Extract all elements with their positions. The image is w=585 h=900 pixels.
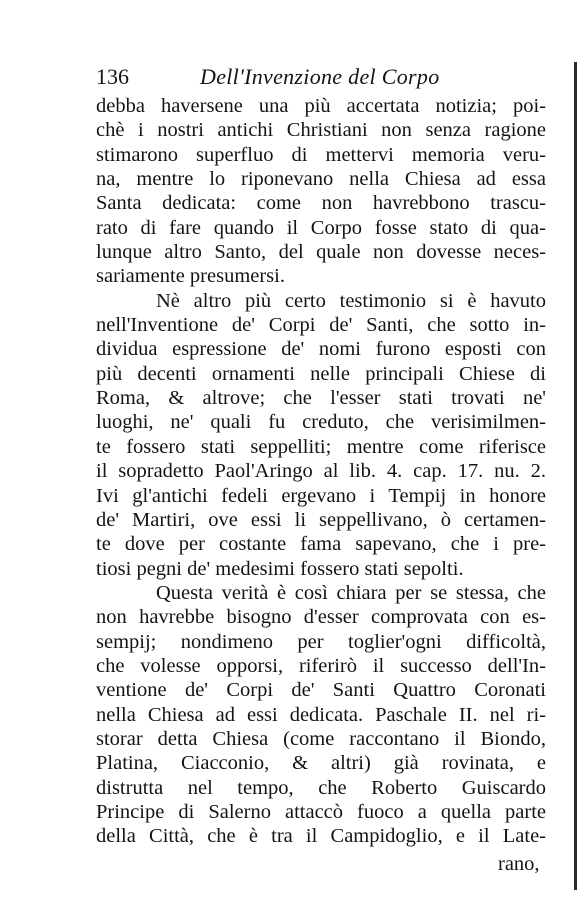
text-line: storar detta Chiesa (come raccontano il Biondo, xyxy=(96,727,546,750)
text-line: stimarono superfluo di mettervi memoria veru- xyxy=(96,143,546,166)
paragraph-1 xyxy=(96,94,546,289)
catchword: rano, xyxy=(498,853,540,875)
text-line: ventione de' Corpi de' Santi Quattro Coronati xyxy=(96,679,546,702)
text-line: luoghi, ne' quali fu creduto, che verisimilmen- xyxy=(96,411,546,434)
text-line: Questa verità è così chiara per se stessa, che xyxy=(156,581,546,604)
text-line: rato di fare quando il Corpo fosse stato di qua- xyxy=(96,216,546,239)
text-line: tiosi pegni de' medesimi fossero stati sepolti. xyxy=(96,557,464,580)
text-line: lunque altro Santo, del quale non dovesse neces- xyxy=(96,241,546,264)
text-line: de' Martiri, ove essi li seppellivano, ò certamen- xyxy=(96,508,546,531)
text-line: debba haversene una più accertata notizia; poi- xyxy=(96,95,546,117)
text-line: Ivi gl'antichi fedeli ergevano i Tempij in honore xyxy=(96,484,546,507)
text-line: distrutta nel tempo, che Roberto Guiscardo xyxy=(96,776,546,799)
body-text xyxy=(96,94,546,849)
text-line: il sopradetto Paol'Aringo al lib. 4. cap. 17. nu. 2. xyxy=(96,460,546,483)
page-number: 136 xyxy=(96,64,129,89)
text-line: sempij; nondimeno per toglier'ogni difficoltà, xyxy=(96,630,546,653)
text-line: Roma, & altrove; che l'esser stati trovati ne' xyxy=(96,387,546,410)
text-line: Santa dedicata: come non havrebbono trascu- xyxy=(96,192,546,215)
text-line: Principe di Salerno attaccò fuoco a quella parte xyxy=(96,800,546,823)
text-line: na, mentre lo riponevano nella Chiesa ad essa xyxy=(96,168,546,191)
text-line: più decenti ornamenti nelle principali Chiese di xyxy=(96,362,546,385)
running-head xyxy=(96,62,556,92)
text-line: dividua espressione de' nomi furono esposti con xyxy=(96,338,546,361)
text-line: che volesse opporsi, riferirò il successo dell'In- xyxy=(96,654,546,677)
text-line: te dove per costante fama sapevano, che i pre- xyxy=(96,533,546,556)
text-line: te fossero stati seppelliti; mentre come riferisce xyxy=(96,435,546,458)
text-line: della Città, che è tra il Campidoglio, e il Late- xyxy=(96,825,546,848)
text-line: nella Chiesa ad essi dedicata. Paschale II. nel ri- xyxy=(96,703,546,726)
text-line: sariamente presumersi. xyxy=(96,265,285,288)
paragraph-2 xyxy=(96,289,546,581)
running-title: Dell'Invenzione del Corpo xyxy=(200,64,440,89)
paragraph-3 xyxy=(96,581,546,849)
text-line: non havrebbe bisogno d'esser comprovata con es- xyxy=(96,606,546,629)
page-edge-shadow xyxy=(574,62,577,890)
text-line: chè i nostri antichi Christiani non senza ragione xyxy=(96,119,546,142)
text-line: nell'Inventione de' Corpi de' Santi, che sotto in- xyxy=(96,314,546,337)
text-line: Platina, Ciacconio, & altri) già rovinata, e xyxy=(96,752,546,775)
text-line: Nè altro più certo testimonio si è havuto xyxy=(156,289,546,312)
